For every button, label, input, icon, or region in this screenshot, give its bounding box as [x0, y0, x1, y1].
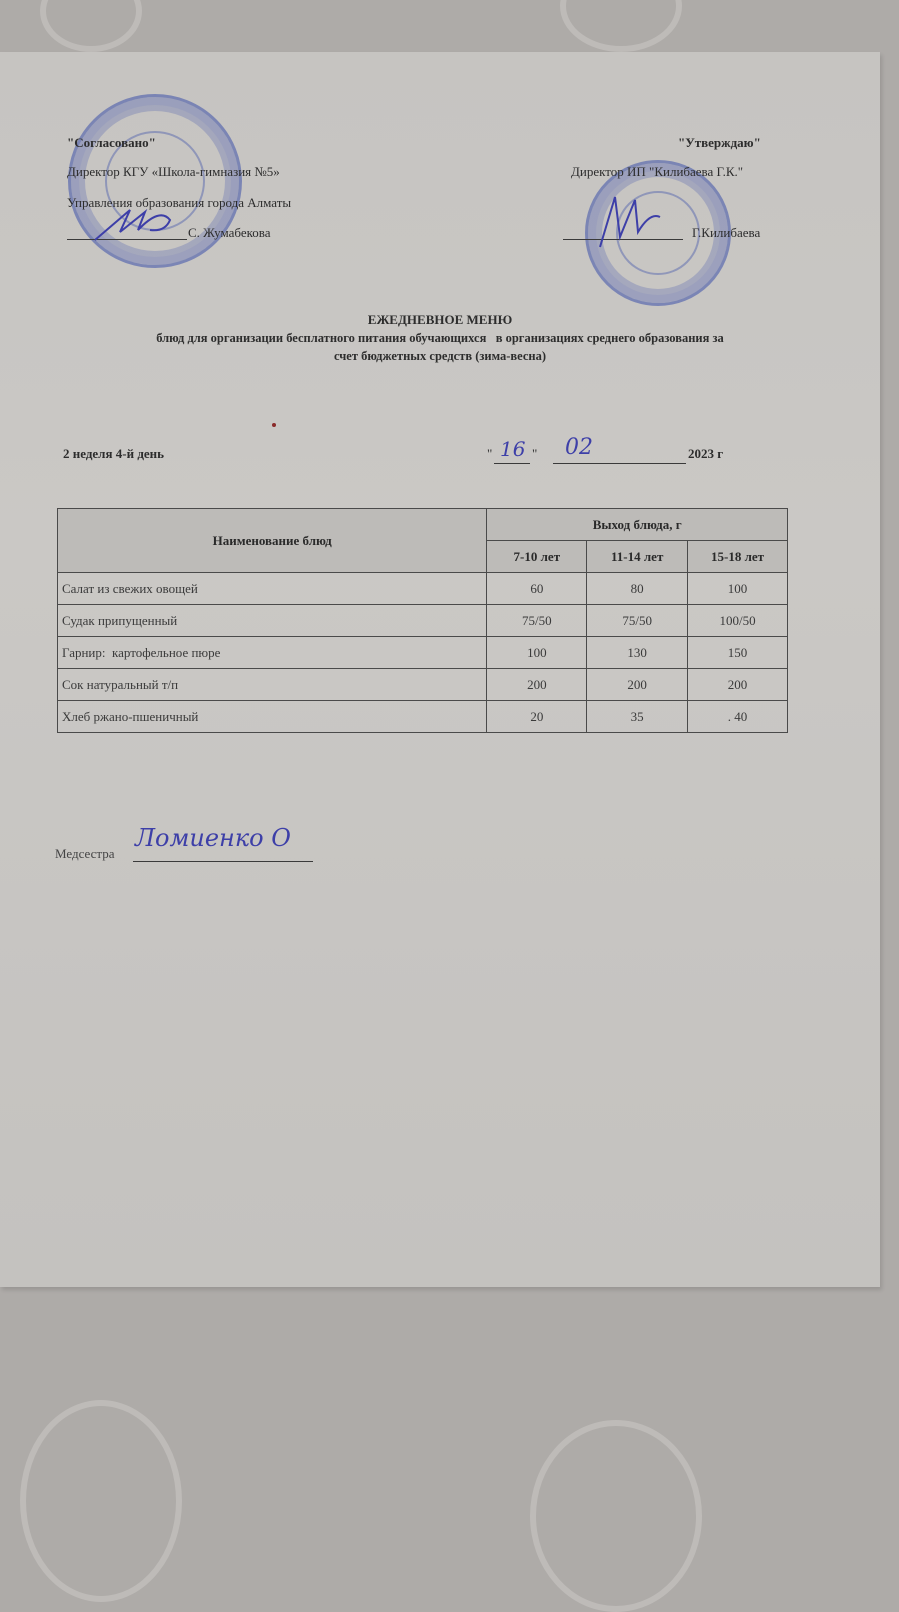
dish-value: 100: [688, 573, 788, 605]
approval-right-signatory: Г.Килибаева: [692, 225, 761, 240]
header-age-11-14: 11-14 лет: [587, 541, 688, 573]
dish-value: 150: [688, 637, 788, 669]
background-ornament: [40, 0, 142, 52]
signature-right-icon: [590, 192, 670, 252]
signature-left-icon: [90, 202, 190, 247]
dish-value: 200: [487, 669, 587, 701]
approval-left-heading: "Согласовано": [67, 135, 156, 150]
nurse-label: Медсестра: [55, 846, 115, 861]
date-day: 16: [500, 437, 526, 461]
dish-value: 35: [587, 701, 688, 733]
approval-right-line1: Директор ИП "Килибаева Г.К.": [571, 164, 744, 179]
table-row: [58, 637, 788, 669]
dish-name: Судак припущенный: [58, 605, 487, 637]
dish-name: Сок натуральный т/п: [58, 669, 487, 701]
dish-value: 200: [587, 669, 688, 701]
table-row: [58, 669, 788, 701]
background-ornament: [530, 1420, 702, 1612]
date-year: 2023 г: [688, 446, 724, 461]
background-ornament: [20, 1400, 182, 1602]
dish-name: Гарнир: картофельное пюре: [58, 637, 487, 669]
document-title: ЕЖЕДНЕВНОЕ МЕНЮ: [367, 312, 513, 327]
dish-name: Хлеб ржано-пшеничный: [58, 701, 487, 733]
table-header-row: [58, 509, 788, 541]
document-subtitle-line1: блюд для организации бесплатного питания обучающихся в организациях среднего образования за: [156, 331, 724, 345]
approval-left-line2: Управления образования города Алматы: [67, 195, 292, 210]
dish-value: 75/50: [587, 605, 688, 637]
dish-value: 80: [587, 573, 688, 605]
nurse-signature-line: [133, 861, 313, 862]
ink-dot: [272, 423, 276, 427]
header-output: Выход блюда, г: [487, 509, 788, 541]
nurse-signature: Ломиенко О: [135, 824, 291, 852]
document-page: [0, 52, 880, 1287]
background-ornament: [560, 0, 682, 52]
approval-left-signatory: С. Жумабекова: [188, 225, 271, 240]
header-age-7-10: 7-10 лет: [487, 541, 587, 573]
dish-value: . 40: [688, 701, 788, 733]
dish-value: 200: [688, 669, 788, 701]
dish-value: 100/50: [688, 605, 788, 637]
dish-value: 75/50: [487, 605, 587, 637]
table-row: [58, 701, 788, 733]
dish-value: 60: [487, 573, 587, 605]
dish-name: Салат из свежих овощей: [58, 573, 487, 605]
date-month-line: [553, 463, 686, 464]
dish-value: 20: [487, 701, 587, 733]
approval-right-heading: "Утверждаю": [678, 135, 761, 150]
week-day-label: 2 неделя 4-й день: [63, 446, 165, 461]
document-subtitle-line2: счет бюджетных средств (зима-весна): [333, 349, 547, 363]
date-quote-close: ": [532, 446, 538, 461]
approval-left-line1: Директор КГУ «Школа-гимназия №5»: [67, 164, 280, 179]
header-age-15-18: 15-18 лет: [688, 541, 788, 573]
date-quote-open: ": [487, 446, 493, 461]
date-day-line: [494, 463, 530, 464]
header-dish-name: Наименование блюд: [58, 509, 487, 573]
table-row: [58, 605, 788, 637]
table-row: [58, 573, 788, 605]
dish-value: 100: [487, 637, 587, 669]
dish-value: 130: [587, 637, 688, 669]
date-month: 02: [565, 435, 593, 460]
menu-table: [57, 508, 788, 733]
